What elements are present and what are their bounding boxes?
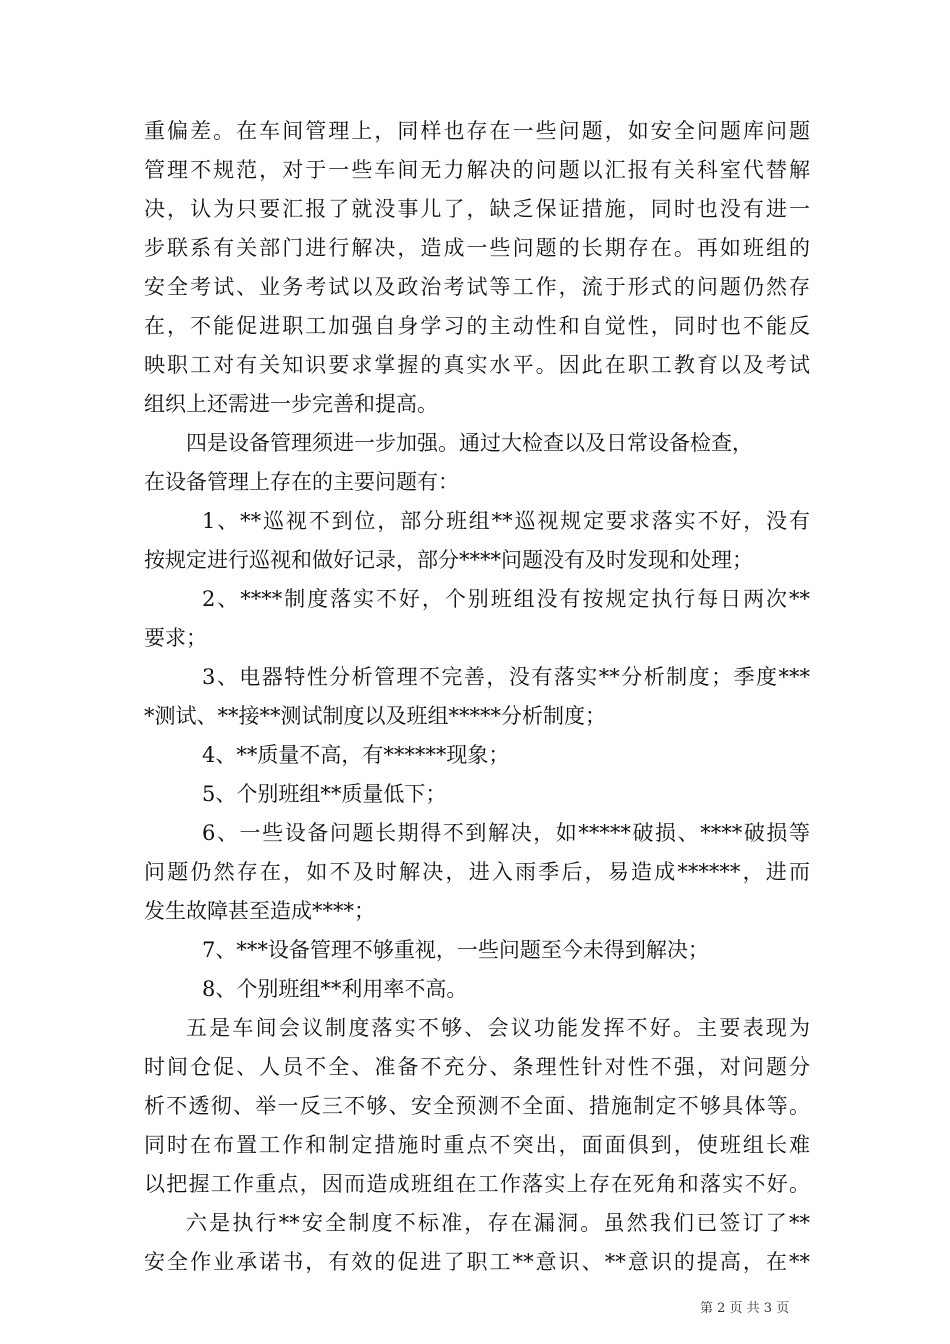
text-line: 以把握工作重点，因而造成班组在工作落实上存在死角和落实不好。 bbox=[144, 1172, 810, 1196]
list-item-4-line: 4、**质量不高，有******现象； bbox=[202, 743, 510, 767]
text-line: 在，不能促进职工加强自身学习的主动性和自觉性，同时也不能反 bbox=[144, 314, 810, 338]
paragraph-start-line: 四是设备管理须进一步加强。通过大检查以及日常设备检查， bbox=[186, 431, 753, 455]
paragraph-start-line: 五是车间会议制度落实不够、会议功能发挥不好。主要表现为 bbox=[186, 1016, 810, 1040]
list-item-3-line: 3、电器特性分析管理不完善，没有落实**分析制度；季度*** bbox=[202, 665, 810, 689]
text-line: 步联系有关部门进行解决，造成一些问题的长期存在。再如班组的 bbox=[144, 236, 810, 260]
text-line: 析不透彻、举一反三不够、安全预测不全面、措施制定不够具体等。 bbox=[144, 1094, 810, 1118]
text-line: 组织上还需进一步完善和提高。 bbox=[144, 392, 438, 416]
text-line: 安全作业承诺书，有效的促进了职工**意识、**意识的提高，在** bbox=[144, 1250, 810, 1274]
list-item-2-line: 2、****制度落实不好，个别班组没有按规定执行每日两次** bbox=[202, 587, 810, 611]
text-line: 按规定进行巡视和做好记录，部分****问题没有及时发现和处理； bbox=[144, 548, 753, 572]
text-line: *测试、**接**测试制度以及班组*****分析制度； bbox=[144, 704, 606, 728]
list-item-8-line: 8、个别班组**利用率不高。 bbox=[202, 977, 468, 1001]
text-line: 同时在布置工作和制定措施时重点不突出，面面俱到，使班组长难 bbox=[144, 1133, 810, 1157]
paragraph-start-line: 六是执行**安全制度不标准，存在漏洞。虽然我们已签订了** bbox=[186, 1211, 810, 1235]
text-line: 要求； bbox=[144, 626, 207, 650]
list-item-7-line: 7、***设备管理不够重视，一些问题至今未得到解决； bbox=[202, 938, 709, 962]
list-item-6-line: 6、一些设备问题长期得不到解决，如*****破损、****破损等 bbox=[202, 821, 810, 845]
text-line: 时间仓促、人员不全、准备不充分、条理性针对性不强，对问题分 bbox=[144, 1055, 810, 1079]
text-line: 管理不规范，对于一些车间无力解决的问题以汇报有关科室代替解 bbox=[144, 158, 810, 182]
text-line: 发生故障甚至造成****； bbox=[144, 899, 375, 923]
text-line: 决，认为只要汇报了就没事儿了，缺乏保证措施，同时也没有进一 bbox=[144, 197, 810, 221]
list-item-1-line: 1、**巡视不到位，部分班组**巡视规定要求落实不好，没有 bbox=[202, 509, 810, 533]
list-item-5-line: 5、个别班组**质量低下； bbox=[202, 782, 447, 806]
text-line: 在设备管理上存在的主要问题有： bbox=[144, 470, 459, 494]
page-number: 第 2 页 共 3 页 bbox=[700, 1301, 790, 1316]
document-page bbox=[144, 112, 810, 1282]
text-line: 问题仍然存在，如不及时解决，进入雨季后，易造成******，进而 bbox=[144, 860, 810, 884]
text-line: 映职工对有关知识要求掌握的真实水平。因此在职工教育以及考试 bbox=[144, 353, 810, 377]
text-line: 重偏差。在车间管理上，同样也存在一些问题，如安全问题库问题 bbox=[144, 119, 810, 143]
text-line: 安全考试、业务考试以及政治考试等工作，流于形式的问题仍然存 bbox=[144, 275, 810, 299]
